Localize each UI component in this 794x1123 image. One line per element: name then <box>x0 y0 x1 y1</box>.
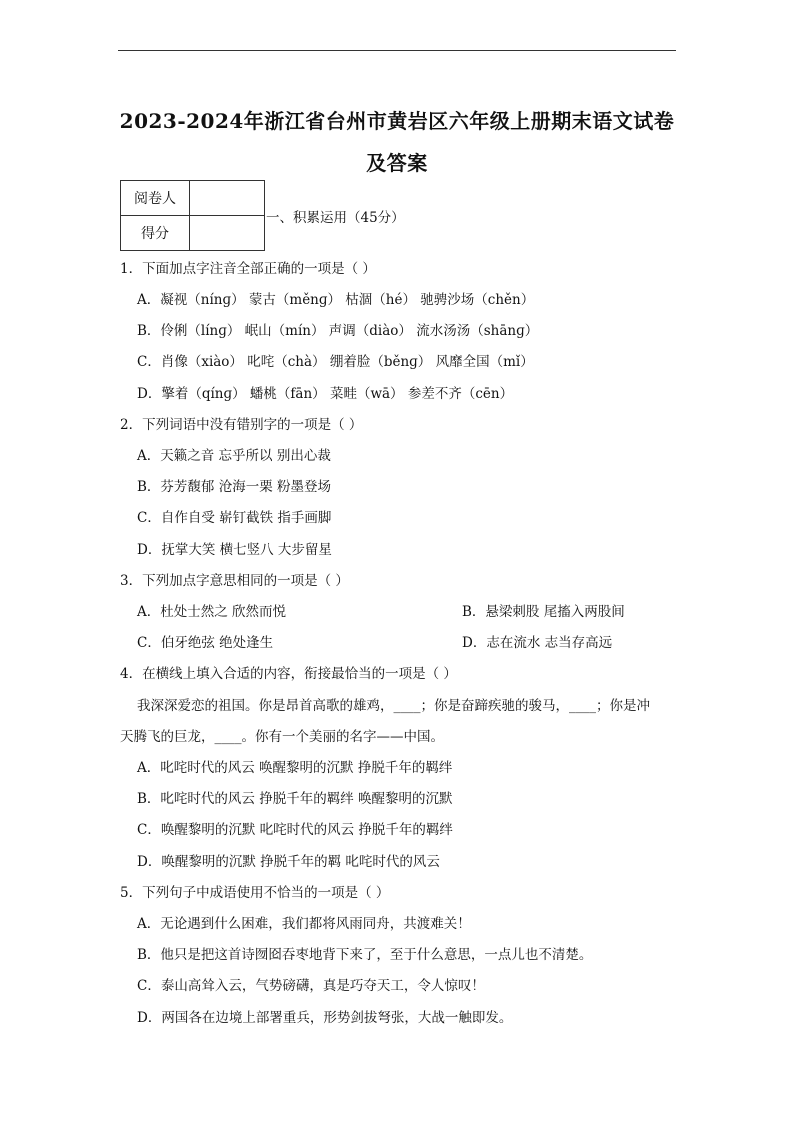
question-3-option-b: B．悬梁刺股 尾搐入两股间 <box>462 604 625 620</box>
header-rule <box>118 50 676 51</box>
score-label: 得分 <box>121 216 190 251</box>
question-1-option-c: C．肖像（xiào） 叱咤（chà） 绷着脸（běnɡ） 风靡全国（mǐ） <box>137 354 534 370</box>
question-4-option-b: B．叱咤时代的风云 挣脱千年的羁绊 唤醒黎明的沉默 <box>137 791 453 807</box>
question-2-option-c: C．自作自受 崭钉截铁 指手画脚 <box>137 510 332 526</box>
question-5-option-d: D．两国各在边境上部署重兵，形势剑拔弩张，大战一触即发。 <box>137 1010 513 1026</box>
section-heading: 一、积累运用（45分） <box>266 210 405 226</box>
question-5-option-c: C．泰山高耸入云，气势磅礴，真是巧夺天工，令人惊叹！ <box>137 978 485 994</box>
question-4-option-a: A．叱咤时代的风云 唤醒黎明的沉默 挣脱千年的羁绊 <box>137 760 453 776</box>
document-title-line2: 及答案 <box>366 151 428 175</box>
score-cell <box>190 216 265 251</box>
question-1-option-d: D．擎着（qínɡ） 蟠桃（fān） 菜畦（wā） 参差不齐（cēn） <box>137 386 514 402</box>
question-2-option-d: D．抚掌大笑 横七竖八 大步留星 <box>137 542 332 558</box>
question-1-option-b: B．伶俐（línɡ） 岷山（mín） 声调（diào） 流水汤汤（shānɡ） <box>137 323 539 339</box>
score-table-row-score <box>121 216 265 251</box>
question-1-stem: 1．下面加点字注音全部正确的一项是（ ） <box>120 261 376 277</box>
question-2-option-b: B．芬芳馥郁 沧海一栗 粉墨登场 <box>137 479 332 495</box>
question-4-passage-line2: 天腾飞的巨龙，____。你有一个美丽的名字——中国。 <box>120 729 444 745</box>
question-5-option-b: B．他只是把这首诗囫囵吞枣地背下来了，至于什么意思，一点儿也不清楚。 <box>137 947 593 963</box>
question-4-passage-line1: 我深深爱恋的祖国。你是昂首高歌的雄鸡，____；你是奋蹄疾驰的骏马，____；你是冲 <box>137 698 650 714</box>
question-3-option-c: C．伯牙绝弦 绝处逢生 <box>137 635 274 651</box>
reviewer-cell <box>190 181 265 216</box>
document-title-line1: 2023-2024年浙江省台州市黄岩区六年级上册期末语文试卷 <box>119 109 675 133</box>
question-4-option-d: D．唤醒黎明的沉默 挣脱千年的羁 叱咤时代的风云 <box>137 854 440 870</box>
question-3-option-d: D．志在流水 志当存高远 <box>462 635 613 651</box>
question-3-option-a: A．杜处士然之 欣然而悦 <box>137 604 287 620</box>
question-2-option-a: A．天籁之音 忘乎所以 别出心裁 <box>137 448 331 464</box>
reviewer-label: 阅卷人 <box>121 181 190 216</box>
score-table <box>120 180 265 251</box>
question-3-stem: 3．下列加点字意思相同的一项是（ ） <box>120 573 349 589</box>
score-table-row-reviewer <box>121 181 265 216</box>
question-1-option-a: A．凝视（nínɡ） 蒙古（měnɡ） 枯涸（hé） 驰骋沙场（chěn） <box>137 292 535 308</box>
question-2-stem: 2．下列词语中没有错别字的一项是（ ） <box>120 417 363 433</box>
question-4-option-c: C．唤醒黎明的沉默 叱咤时代的风云 挣脱千年的羁绊 <box>137 822 453 838</box>
question-4-stem: 4．在横线上填入合适的内容，衔接最恰当的一项是（ ） <box>120 666 457 682</box>
question-5-stem: 5．下列句子中成语使用不恰当的一项是（ ） <box>120 885 390 901</box>
question-5-option-a: A．无论遇到什么困难，我们都将风雨同舟，共渡难关！ <box>137 916 471 932</box>
